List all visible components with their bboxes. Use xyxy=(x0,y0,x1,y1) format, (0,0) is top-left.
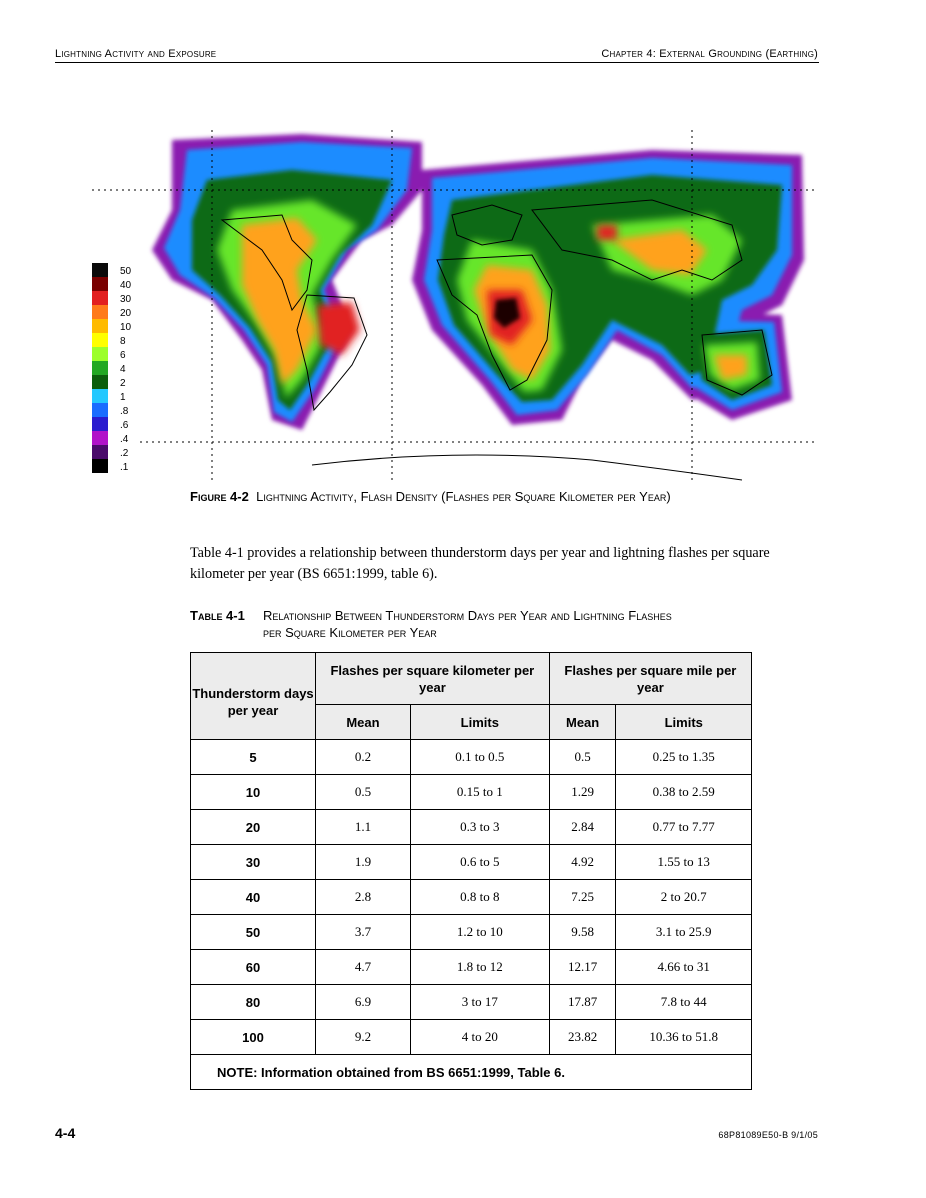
cell-mi-mean: 23.82 xyxy=(549,1020,616,1055)
cell-mi-limits: 3.1 to 25.9 xyxy=(616,915,752,950)
legend-label: .1 xyxy=(120,462,129,473)
table-row xyxy=(191,1020,752,1055)
col-group-mile: Flashes per square mile per year xyxy=(549,653,751,705)
cell-mi-limits: 4.66 to 31 xyxy=(616,950,752,985)
legend-label: 8 xyxy=(120,336,126,347)
table-row xyxy=(191,845,752,880)
legend-label: 30 xyxy=(120,294,132,305)
table-number: Table 4-1 xyxy=(190,608,245,623)
table-note: NOTE: Information obtained from BS 6651:1999, Table 6. xyxy=(191,1055,752,1090)
cell-mi-limits: 0.25 to 1.35 xyxy=(616,740,752,775)
legend-label: .4 xyxy=(120,434,129,445)
legend-label: 40 xyxy=(120,280,132,291)
legend-label: 6 xyxy=(120,350,126,361)
table-title-line1: Relationship Between Thunderstorm Days per Year and Lightning Flashes xyxy=(263,608,672,623)
legend-label: 2 xyxy=(120,378,126,389)
legend-swatch xyxy=(92,347,108,361)
cell-km-mean: 6.9 xyxy=(316,985,411,1020)
cell-mi-mean: 12.17 xyxy=(549,950,616,985)
cell-km-mean: 2.8 xyxy=(316,880,411,915)
legend-label: 4 xyxy=(120,364,126,375)
table-row xyxy=(191,950,752,985)
cell-mi-limits: 1.55 to 13 xyxy=(616,845,752,880)
cell-days: 80 xyxy=(191,985,316,1020)
table-row xyxy=(191,740,752,775)
figure-number: Figure 4-2 xyxy=(190,489,249,504)
legend-label: .2 xyxy=(120,448,129,459)
thunderstorm-flash-table xyxy=(190,652,752,1090)
cell-km-limits: 1.2 to 10 xyxy=(410,915,549,950)
legend-swatch xyxy=(92,375,108,389)
legend-swatch xyxy=(92,389,108,403)
running-header-right: Chapter 4: External Grounding (Earthing) xyxy=(601,48,818,60)
cell-km-mean: 0.5 xyxy=(316,775,411,810)
cell-km-mean: 1.1 xyxy=(316,810,411,845)
cell-days: 10 xyxy=(191,775,316,810)
cell-mi-mean: 1.29 xyxy=(549,775,616,810)
legend-label: .6 xyxy=(120,420,129,431)
cell-days: 30 xyxy=(191,845,316,880)
cell-km-mean: 0.2 xyxy=(316,740,411,775)
cell-km-limits: 0.6 to 5 xyxy=(410,845,549,880)
flash-density-legend xyxy=(92,261,136,475)
cell-km-mean: 4.7 xyxy=(316,950,411,985)
legend-swatch xyxy=(92,431,108,445)
legend-swatch xyxy=(92,459,108,473)
cell-mi-mean: 0.5 xyxy=(549,740,616,775)
cell-mi-mean: 17.87 xyxy=(549,985,616,1020)
cell-mi-limits: 10.36 to 51.8 xyxy=(616,1020,752,1055)
cell-km-mean: 1.9 xyxy=(316,845,411,880)
cell-mi-mean: 2.84 xyxy=(549,810,616,845)
table-row xyxy=(191,985,752,1020)
cell-km-limits: 0.8 to 8 xyxy=(410,880,549,915)
legend-swatch xyxy=(92,403,108,417)
col-header-km-mean: Mean xyxy=(316,705,411,740)
cell-days: 60 xyxy=(191,950,316,985)
lightning-flash-density-map xyxy=(92,130,814,482)
table-row xyxy=(191,810,752,845)
col-header-days: Thunderstorm days per year xyxy=(191,653,316,740)
header-rule xyxy=(55,62,819,63)
cell-days: 50 xyxy=(191,915,316,950)
legend-swatch xyxy=(92,319,108,333)
running-header-left: Lightning Activity and Exposure xyxy=(55,48,217,60)
cell-km-limits: 0.15 to 1 xyxy=(410,775,549,810)
cell-km-mean: 9.2 xyxy=(316,1020,411,1055)
legend-swatch xyxy=(92,361,108,375)
cell-km-mean: 3.7 xyxy=(316,915,411,950)
col-header-mi-limits: Limits xyxy=(616,705,752,740)
table-title-line2: per Square Kilometer per Year xyxy=(263,625,437,640)
legend-label: 1 xyxy=(120,392,126,403)
cell-mi-limits: 2 to 20.7 xyxy=(616,880,752,915)
cell-mi-mean: 7.25 xyxy=(549,880,616,915)
cell-mi-mean: 4.92 xyxy=(549,845,616,880)
legend-label: 20 xyxy=(120,308,132,319)
table-row xyxy=(191,880,752,915)
document-id: 68P81089E50-B 9/1/05 xyxy=(718,1130,818,1140)
cell-days: 5 xyxy=(191,740,316,775)
cell-km-limits: 1.8 to 12 xyxy=(410,950,549,985)
legend-swatch xyxy=(92,263,108,277)
cell-mi-limits: 7.8 to 44 xyxy=(616,985,752,1020)
cell-km-limits: 4 to 20 xyxy=(410,1020,549,1055)
cell-mi-mean: 9.58 xyxy=(549,915,616,950)
cell-days: 20 xyxy=(191,810,316,845)
cell-km-limits: 0.3 to 3 xyxy=(410,810,549,845)
table-row xyxy=(191,775,752,810)
table-row xyxy=(191,915,752,950)
body-paragraph: Table 4-1 provides a relationship between thunderstorm days per year and lightning flashes per square kilometer per year (BS 6651:1999, table 6). xyxy=(190,545,770,582)
col-header-km-limits: Limits xyxy=(410,705,549,740)
legend-label: 10 xyxy=(120,322,132,333)
legend-label: 50 xyxy=(120,266,132,277)
cell-days: 40 xyxy=(191,880,316,915)
cell-mi-limits: 0.38 to 2.59 xyxy=(616,775,752,810)
legend-label: .8 xyxy=(120,406,129,417)
cell-mi-limits: 0.77 to 7.77 xyxy=(616,810,752,845)
legend-swatch xyxy=(92,417,108,431)
legend-swatch xyxy=(92,277,108,291)
map-density-layers xyxy=(152,134,804,430)
legend-swatch xyxy=(92,305,108,319)
col-group-km: Flashes per square kilometer per year xyxy=(316,653,550,705)
col-header-mi-mean: Mean xyxy=(549,705,616,740)
table-caption xyxy=(190,607,672,641)
figure-title: Lightning Activity, Flash Density (Flashes per Square Kilometer per Year) xyxy=(256,489,671,504)
figure-caption xyxy=(190,489,671,504)
cell-km-limits: 3 to 17 xyxy=(410,985,549,1020)
cell-days: 100 xyxy=(191,1020,316,1055)
page-number: 4-4 xyxy=(55,1125,76,1141)
legend-swatch xyxy=(92,333,108,347)
cell-km-limits: 0.1 to 0.5 xyxy=(410,740,549,775)
legend-swatch xyxy=(92,445,108,459)
legend-swatch xyxy=(92,291,108,305)
